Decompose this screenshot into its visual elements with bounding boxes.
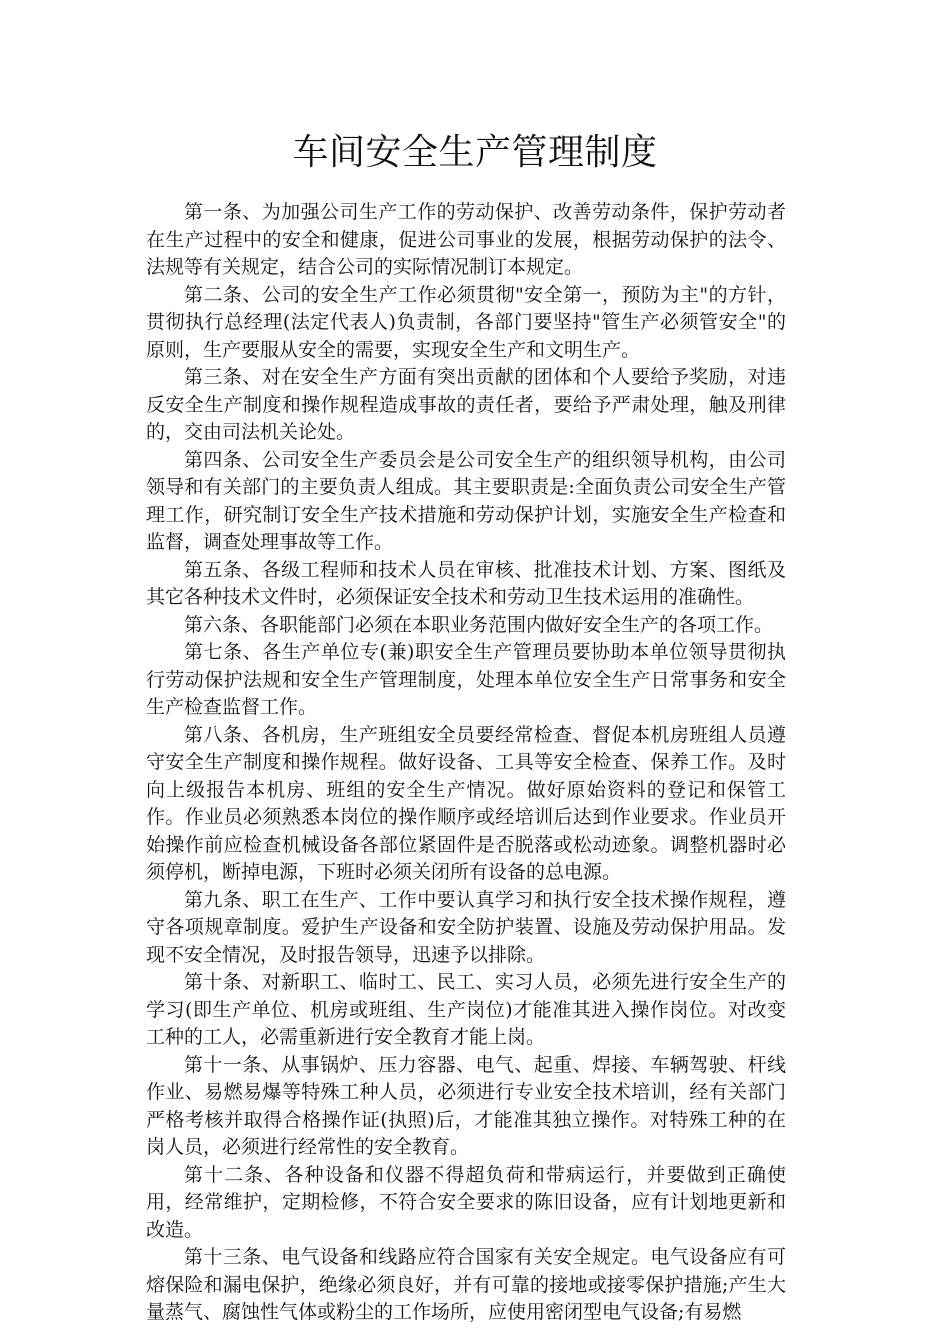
article-6: 第六条、各职能部门必须在本职业务范围内做好安全生产的各项工作。 [184, 613, 774, 636]
article-1: 第一条、为加强公司生产工作的劳动保护、改善劳动条件，保护劳动者在生产过程中的安全和健康，促进公司事业的发展，根据劳动保护的法令、法规等有关规定，结合公司的实际情况制订本规定。 [146, 201, 786, 278]
article-11: 第十一条、从事锅炉、压力容器、电气、起重、焊接、车辆驾驶、杆线作业、易燃易爆等特殊工种人员，必须进行专业安全技术培训，经有关部门严格考核并取得合格操作证(执照)后，才能准其独立操作。对特殊工种的在岗人员，必须进行经常性的安全教育。 [146, 1053, 786, 1158]
article-10: 第十条、对新职工、临时工、民工、实习人员，必须先进行安全生产的学习(即生产单位、机房或班组、生产岗位)才能准其进入操作岗位。对改变工种的工人，必需重新进行安全教育才能上岗。 [146, 971, 786, 1048]
article-7: 第七条、各生产单位专(兼)职安全生产管理员要协助本单位领导贯彻执行劳动保护法规和安全生产管理制度，处理本单位安全生产日常事务和安全生产检查监督工作。 [146, 641, 786, 718]
article-5: 第五条、各级工程师和技术人员在审核、批准技术计划、方案、图纸及其它各种技术文件时，必须保证安全技术和劳动卫生技术运用的准确性。 [146, 558, 786, 608]
article-4: 第四条、公司安全生产委员会是公司安全生产的组织领导机构，由公司领导和有关部门的主要负责人组成。其主要职责是:全面负责公司安全生产管理工作，研究制订安全生产技术措施和劳动保护计划，实施安全生产检查和监督，调查处理事故等工作。 [146, 448, 786, 553]
article-13: 第十三条、电气设备和线路应符合国家有关安全规定。电气设备应有可熔保险和漏电保护，绝缘必须良好，并有可靠的接地或接零保护措施;产生大量蒸气、腐蚀性气体或粉尘的工作场所，应使用密闭型电气设备;有易燃 [146, 1246, 786, 1323]
document-body [146, 199, 786, 1327]
document-title: 车间安全生产管理制度 [292, 132, 658, 173]
article-9: 第九条、职工在生产、工作中要认真学习和执行安全技术操作规程，遵守各项规章制度。爱护生产设备和安全防护装置、设施及劳动保护用品。发现不安全情况，及时报告领导，迅速予以排除。 [146, 888, 786, 966]
article-8: 第八条、各机房，生产班组安全员要经常检查、督促本机房班组人员遵守安全生产制度和操作规程。做好设备、工具等安全检查、保养工作。及时向上级报告本机房、班组的安全生产情况。做好原始资料的登记和保管工作。作业员必须熟悉本岗位的操作顺序或经培训后达到作业要求。作业员开始操作前应检查机械设备各部位紧固件是否脱落或松动迹象。调整机器时必须停机，断掉电源，下班时必须关闭所有设备的总电源。 [146, 723, 786, 883]
article-12: 第十二条、各种设备和仪器不得超负荷和带病运行，并要做到正确使用，经常维护，定期检修，不符合安全要求的陈旧设备，应有计划地更新和改造。 [146, 1163, 786, 1241]
article-2: 第二条、公司的安全生产工作必须贯彻"安全第一，预防为主"的方针，贯彻执行总经理(法定代表人)负责制，各部门要坚持"管生产必须管安全"的原则，生产要服从安全的需要，实现安全生产和文明生产。 [146, 283, 786, 361]
article-3: 第三条、对在安全生产方面有突出贡献的团体和个人要给予奖励，对违反安全生产制度和操作规程造成事故的责任者，要给予严肃处理，触及刑律的，交由司法机关论处。 [146, 366, 786, 443]
